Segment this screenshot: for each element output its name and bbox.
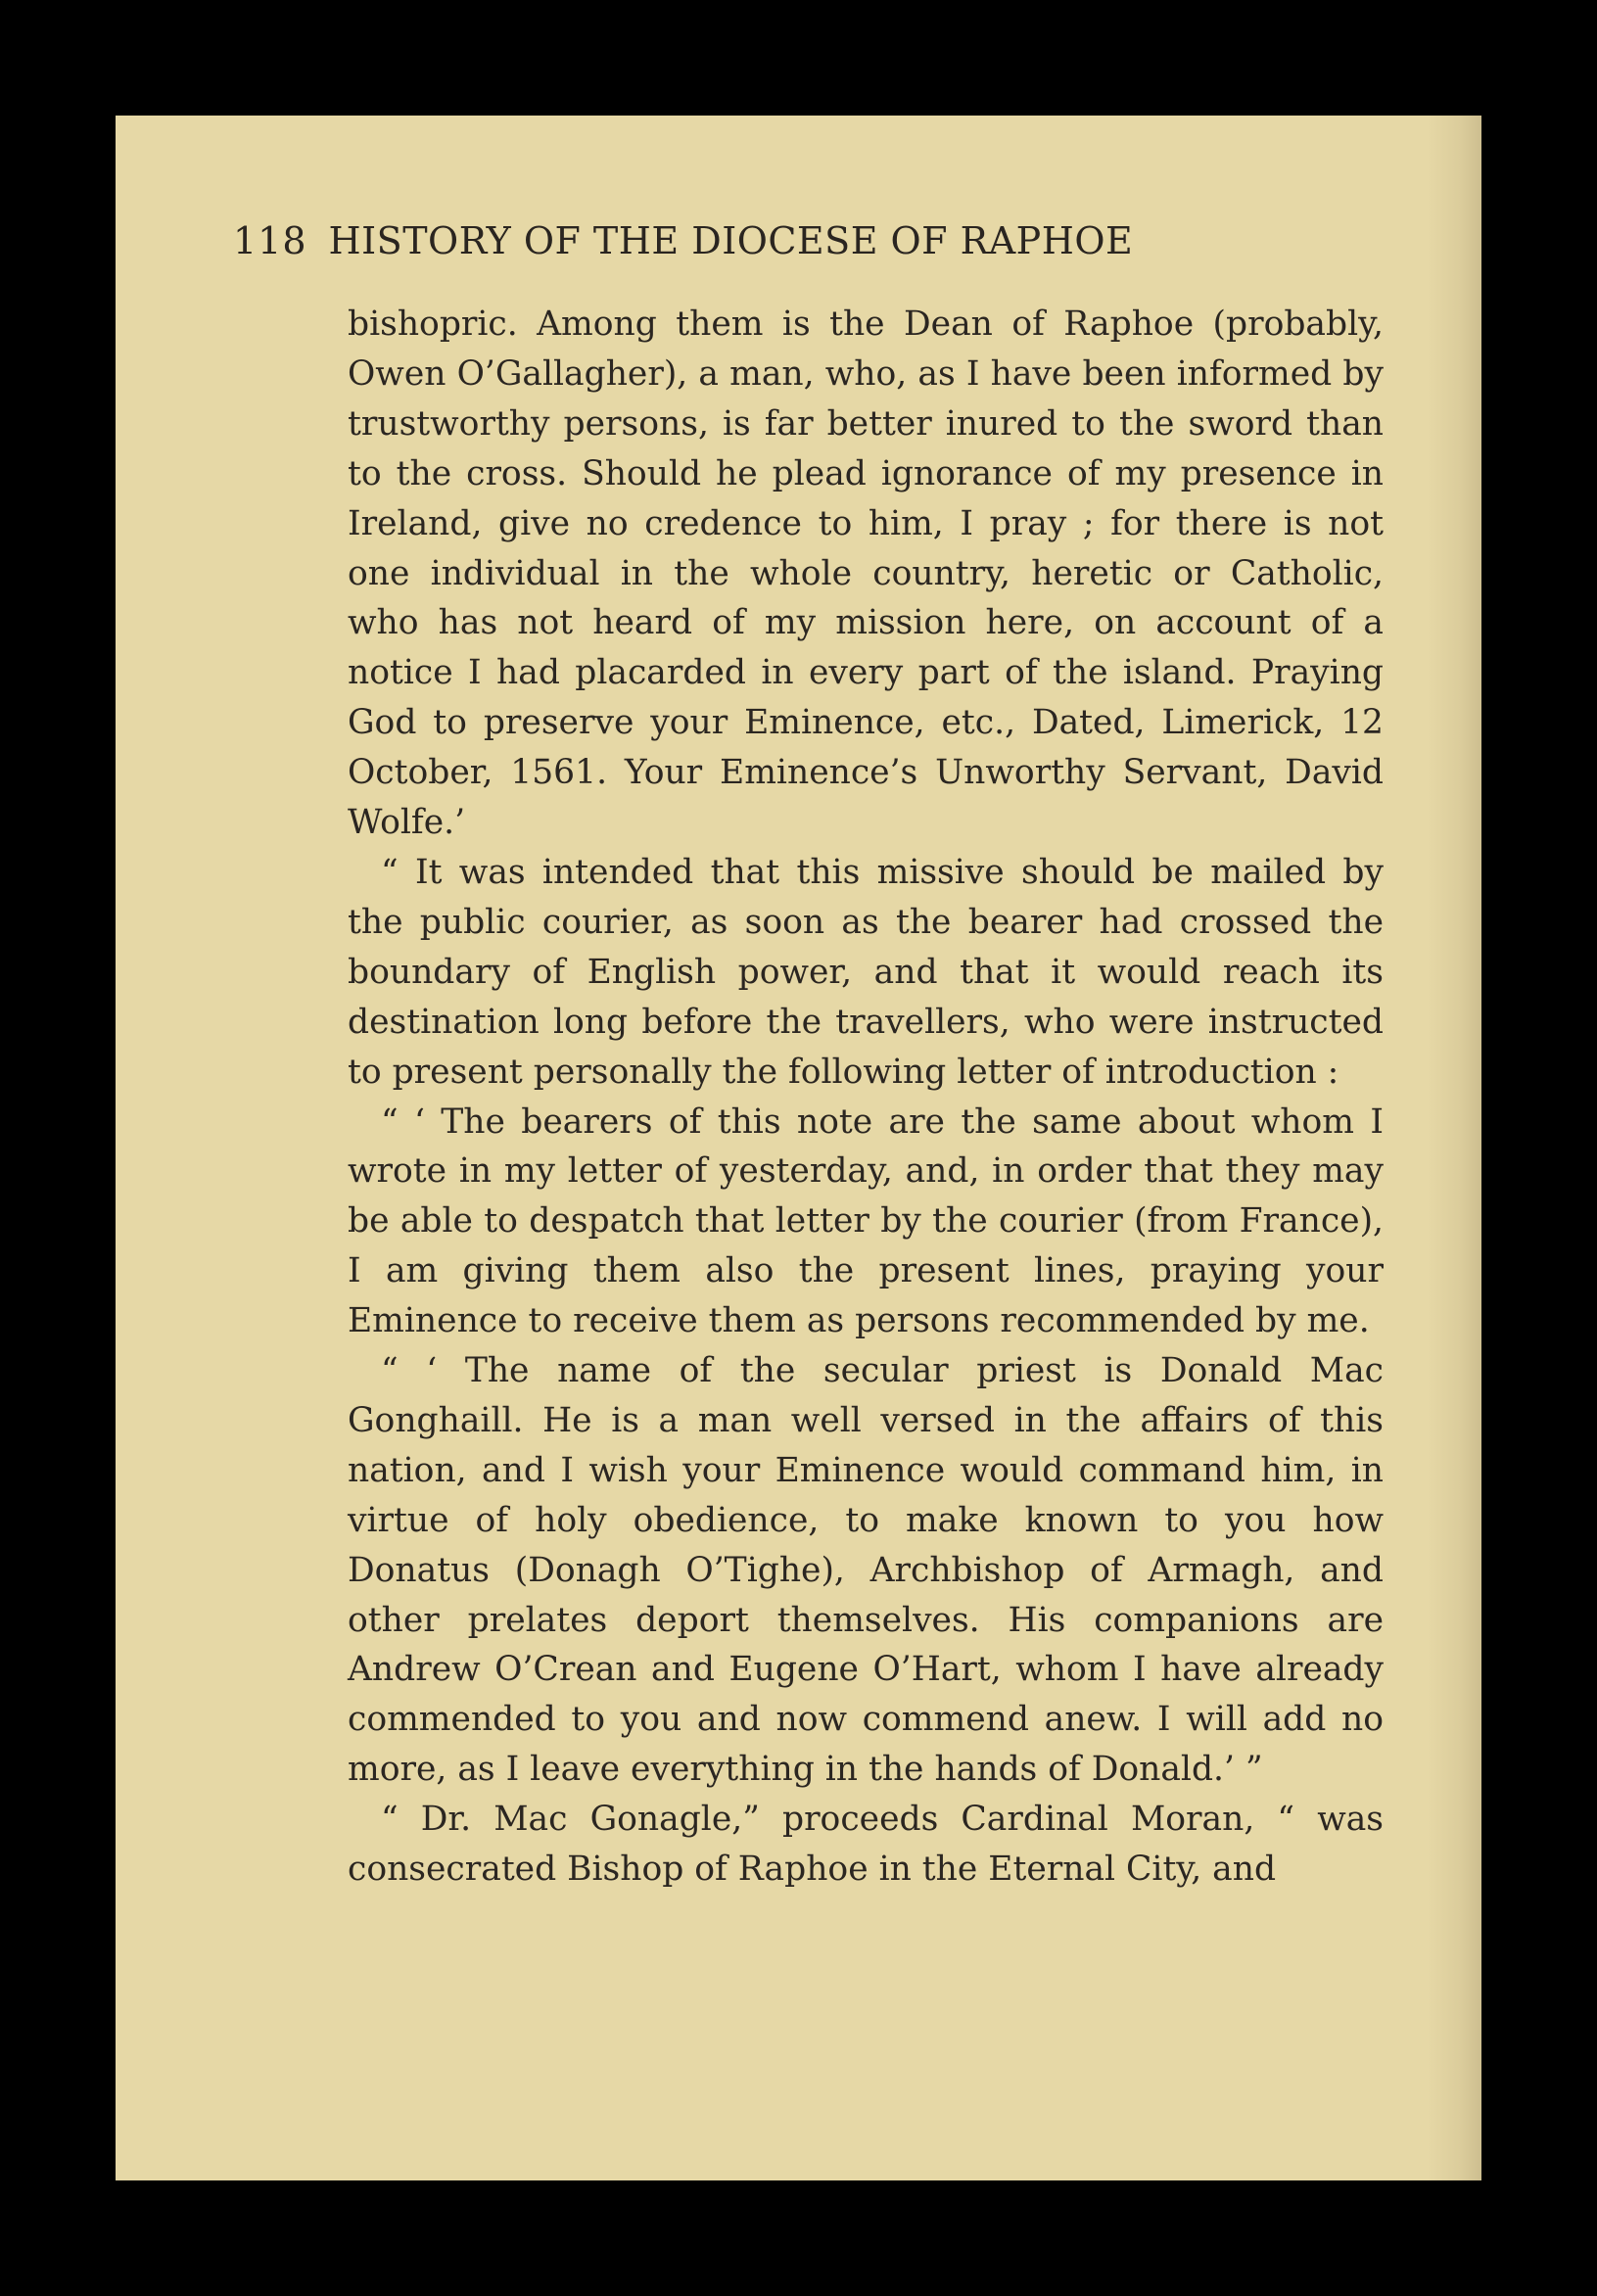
paragraph-missive: “ It was intended that this missive should be mailed by the public courier, as soon as the bearer had crossed the boundary of English power, and that it would reach its destination long before the travellers, who were instructed to present personally the following letter of introduction : <box>348 852 1384 1092</box>
paragraph-letter-bearers: “ ‘ The bearers of this note are the same about whom I wrote in my letter of yesterday, and, in order that they may be able to despatch that letter by the courier (from France), I am giving them also the present lines, praying your Eminence to receive them as persons recommended by me. <box>348 1101 1384 1341</box>
page-number: 118 <box>233 219 307 262</box>
body-text <box>348 300 1384 1895</box>
paragraph-continuation: bishopric. Among them is the Dean of Raphoe (probably, Owen O’Gallagher), a man, who, as I have been informed by trustworthy persons, is far better inured to the sword than to the cross. Should he plead ignorance of my presence in Ireland, give no credence to him, I pray ; for there is not one individual in the whole country, heretic or Catholic, who has not heard of my mission here, on account of a notice I had placarded in every part of the island. Praying God to preserve your Eminence, etc., Dated, Limerick, 12 October, 1561. Your Eminence’s Unworthy Servant, David Wolfe.’ <box>348 305 1384 843</box>
paragraph-mac-gonagle: “ Dr. Mac Gonagle,” proceeds Cardinal Moran, “ was consecrated Bishop of Raphoe in the Eternal City, and <box>348 1800 1384 1890</box>
running-title: HISTORY OF THE DIOCESE OF RAPHOE <box>328 219 1134 262</box>
running-header <box>233 213 1330 268</box>
paragraph-letter-priest: “ ‘ The name of the secular priest is Donald Mac Gonghaill. He is a man well versed in the affairs of this nation, and I wish your Eminence would command him, in virtue of holy obedience, to make known to you how Donatus (Donagh O’Tighe), Archbishop of Armagh, and other prelates deport themselves. His companions are Andrew O’Crean and Eugene O’Hart, whom I have already commended to you and now commend anew. I will add no more, as I leave everything in the hands of Donald.’ ” <box>348 1351 1384 1790</box>
